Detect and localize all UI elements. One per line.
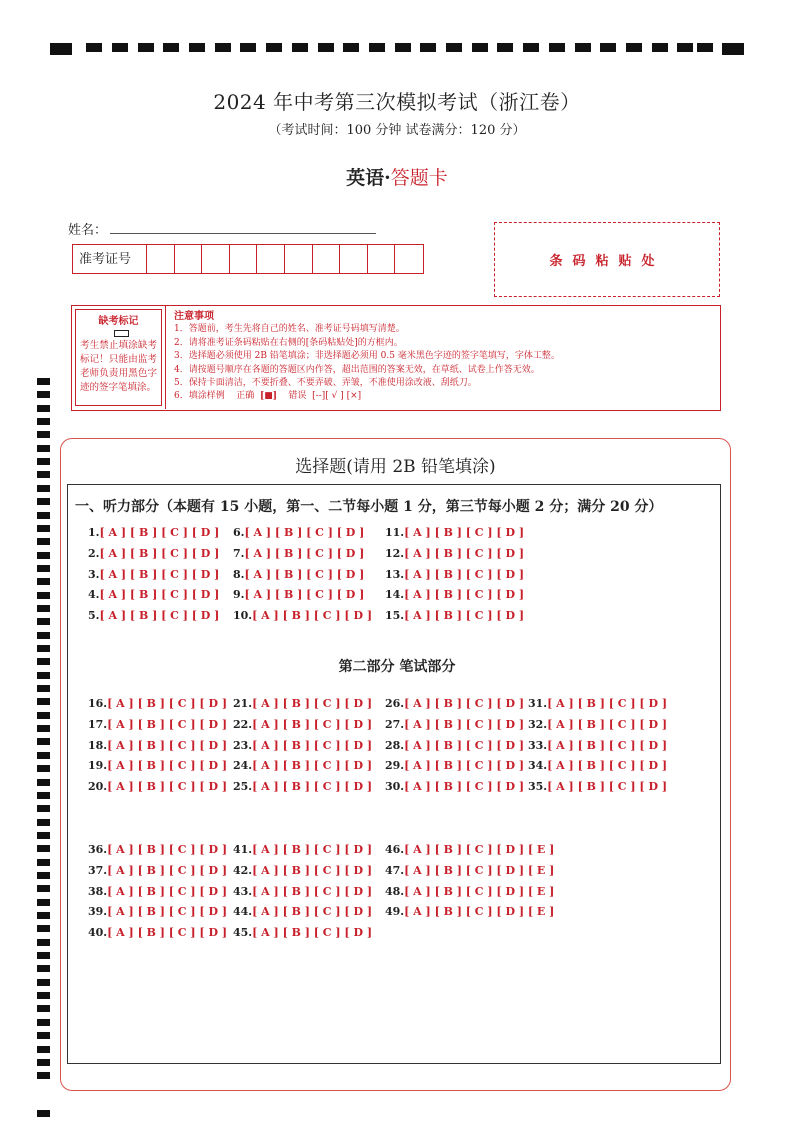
top-timing-marks [50,43,746,55]
wrong-label: 错误 [288,391,307,402]
timing-mark [37,565,50,572]
timing-mark [37,738,50,745]
answer-options[interactable]: [ A ] [ B ] [ C ] [ D ] [404,697,525,710]
question-number: 44. [233,905,253,919]
timing-mark [600,43,616,52]
question-number: 18. [88,738,108,752]
question-number: 6. [233,526,245,539]
ticket-digit-cell[interactable] [202,245,230,273]
absent-checkbox[interactable] [114,330,129,337]
question-number: 21. [233,697,253,710]
question-number: 20. [88,780,108,794]
question-row[interactable] [528,739,667,752]
answer-options[interactable]: [ A ] [ B ] [ C ] [ D ] [252,697,373,710]
answer-options[interactable]: [ A ] [ B ] [ C ] [ D ] [99,609,220,623]
timing-mark [37,899,50,906]
question-row[interactable] [233,697,372,710]
ticket-digit-cell[interactable] [313,245,341,273]
timing-mark [37,952,50,959]
question-row[interactable] [233,843,372,856]
absent-instructions: 考生禁止填涂缺考标记！只能由监考老师负责用黑色字迹的签字笔填涂。 [80,340,157,393]
card-label: 答题卡 [390,167,448,189]
answer-options[interactable]: [ A ] [ B ] [ C ] [ D ] [547,738,668,752]
timing-mark [722,43,744,55]
timing-mark [37,1019,50,1026]
timing-mark [37,418,50,425]
timing-mark [37,779,50,786]
question-row[interactable] [88,568,219,581]
timing-mark [37,725,50,732]
question-number: 1. [88,526,100,539]
question-row[interactable] [233,864,372,877]
answer-options[interactable]: [ A ] [ B ] [ C ] [ D ] [252,884,373,898]
answer-options[interactable]: [ A ] [ B ] [ C ] [ D ] [252,905,373,919]
answer-options[interactable]: [ A ] [ B ] [ C ] [ D ] [547,759,668,773]
answer-options[interactable]: [ A ] [ B ] [ C ] [ D ] [252,843,373,856]
timing-mark [395,43,411,52]
answer-options[interactable]: [ A ] [ B ] [ C ] [ D ] [244,526,365,539]
timing-mark [37,752,50,759]
timing-mark [420,43,436,52]
question-number: 5. [88,609,100,623]
answer-options[interactable]: [ A ] [ B ] [ C ] [ D ] [404,609,525,623]
notice-item: 4．请按题号顺序在各题的答题区内作答，超出范围的答案无效，在草纸、试卷上作答无效。 [174,364,540,375]
question-number: 46. [385,843,405,856]
answer-options[interactable]: [ A ] [ B ] [ C ] [ D ] [99,567,220,581]
timing-mark [266,43,282,52]
answer-options[interactable]: [ A ] [ B ] [ C ] [ D ] [252,717,373,731]
ticket-number-label: 准考证号 [73,245,147,273]
timing-mark [37,471,50,478]
question-row[interactable] [88,718,227,731]
question-row[interactable] [88,697,227,710]
question-number: 9. [233,588,245,602]
question-row[interactable] [385,905,554,918]
answer-options[interactable]: [ A ] [ B ] [ C ] [ D ] [99,546,220,560]
timing-mark [697,43,713,52]
timing-mark [37,552,50,559]
question-number: 43. [233,884,253,898]
timing-mark [369,43,385,52]
notice-title: 注意事项 [174,311,214,322]
card-subject: 英语· [346,167,391,189]
timing-mark [37,538,50,545]
question-row[interactable] [385,609,524,622]
sample-label: 6．填涂样例 [174,391,225,402]
question-row[interactable] [88,905,227,918]
question-number: 13. [385,567,405,581]
timing-mark [37,445,50,452]
answer-options[interactable]: [ A ] [ B ] [ C ] [ D ] [107,717,228,731]
question-row[interactable] [233,926,372,939]
timing-mark [37,592,50,599]
timing-mark [677,43,693,52]
answer-options[interactable]: [ A ] [ B ] [ C ] [ D ] [ E ] [404,863,555,877]
answer-options[interactable]: [ A ] [ B ] [ C ] [ D ] [99,588,220,602]
timing-mark [37,578,50,585]
question-number: 12. [385,546,405,560]
notice-box [71,305,721,411]
question-row[interactable] [233,526,364,539]
question-row[interactable] [233,759,372,772]
left-timing-marks [37,378,51,1118]
question-number: 22. [233,717,253,731]
timing-mark [318,43,334,52]
question-number: 15. [385,609,405,623]
answer-options[interactable]: [ A ] [ B ] [ C ] [ D ] [404,526,525,539]
question-row[interactable] [88,588,219,601]
question-row[interactable] [88,547,219,560]
exam-info: （考试时间：100 分钟 试卷满分：120 分） [268,123,526,138]
question-row[interactable] [88,739,227,752]
question-row[interactable] [233,609,372,622]
question-row[interactable] [385,568,524,581]
question-row[interactable] [233,547,364,560]
timing-mark [37,498,50,505]
question-number: 17. [88,717,108,731]
correct-label: 正确 [236,391,255,402]
answer-options[interactable]: [ A ] [ B ] [ C ] [ D ] [244,546,365,560]
timing-mark [240,43,256,52]
timing-mark [37,965,50,972]
question-row[interactable] [528,697,667,710]
listening-heading: 一、听力部分（本题有 15 小题，第一、二节每小题 1 分，第三节每小题 2 分；满分 20 分） [75,499,663,515]
answer-options[interactable]: [ A ] [ B ] [ C ] [ D ] [107,780,228,794]
timing-mark [37,698,50,705]
answer-options[interactable]: [ A ] [ B ] [ C ] [ D ] [404,780,525,794]
question-row[interactable] [385,697,524,710]
timing-mark [37,712,50,719]
question-number: 25. [233,780,253,794]
question-number: 39. [88,905,108,919]
answer-options[interactable]: [ A ] [ B ] [ C ] [ D ] [404,546,525,560]
timing-mark [37,1072,50,1079]
answer-options[interactable]: [ A ] [ B ] [ C ] [ D ] [ E ] [404,884,555,898]
timing-mark [215,43,231,52]
question-row[interactable] [385,864,554,877]
question-number: 37. [88,863,108,877]
timing-mark [37,1046,50,1053]
question-row[interactable] [233,905,372,918]
name-label: 姓名： [68,223,108,238]
timing-mark [50,43,72,55]
question-row[interactable] [385,588,524,601]
question-number: 32. [528,717,548,731]
timing-mark [37,979,50,986]
answer-options[interactable]: [ A ] [ B ] [ C ] [ D ] [107,863,228,877]
answer-options[interactable]: [ A ] [ B ] [ C ] [ D ] [404,738,525,752]
question-number: 26. [385,697,405,710]
timing-mark [523,43,539,52]
question-number: 4. [88,588,100,602]
timing-mark [37,512,50,519]
answer-options[interactable]: [ A ] [ B ] [ C ] [ D ] [404,759,525,773]
question-number: 3. [88,567,100,581]
question-row[interactable] [528,780,667,793]
ticket-digit-cell[interactable] [285,245,313,273]
question-row[interactable] [88,926,227,939]
absent-title: 缺考标记 [98,316,139,327]
question-number: 2. [88,546,100,560]
ticket-digit-cell[interactable] [175,245,203,273]
timing-mark [37,925,50,932]
timing-mark [472,43,488,52]
timing-mark [189,43,205,52]
question-row[interactable] [88,609,219,622]
question-number: 24. [233,759,253,773]
question-row[interactable] [88,759,227,772]
answer-options[interactable]: [ A ] [ B ] [ C ] [ D ] [107,884,228,898]
answer-options[interactable]: [ A ] [ B ] [ C ] [ D ] [107,738,228,752]
question-row[interactable] [233,885,372,898]
question-number: 42. [233,863,253,877]
notice-item: 1．答题前，考生先将自己的姓名、准考证号码填写清楚。 [174,324,405,335]
question-row[interactable] [233,739,372,752]
timing-mark [37,832,50,839]
question-row[interactable] [385,547,524,560]
notice-item: 5．保持卡面清洁，不要折叠、不要弄破、弄皱，不准使用涂改液、刮纸刀。 [174,378,477,389]
answer-options[interactable]: [ A ] [ B ] [ C ] [ D ] [547,780,668,794]
question-number: 28. [385,738,405,752]
question-number: 19. [88,759,108,773]
question-number: 14. [385,588,405,602]
timing-mark [37,1032,50,1039]
question-row[interactable] [528,759,667,772]
question-number: 23. [233,738,253,752]
question-number: 45. [233,926,253,940]
question-row[interactable] [385,885,554,898]
question-row[interactable] [385,759,524,772]
answer-options[interactable]: [ A ] [ B ] [ C ] [ D ] [547,697,668,710]
timing-mark [163,43,179,52]
question-number: 30. [385,780,405,794]
timing-mark [37,458,50,465]
question-number: 48. [385,884,405,898]
answer-options[interactable]: [ A ] [ B ] [ C ] [ D ] [107,843,228,856]
timing-mark [138,43,154,52]
question-number: 11. [385,526,405,539]
absent-mark-box [72,306,166,409]
timing-mark [343,43,359,52]
question-number: 47. [385,863,405,877]
answer-options[interactable]: [ A ] [ B ] [ C ] [ D ] [107,697,228,710]
timing-mark [37,431,50,438]
answer-options[interactable]: [ A ] [ B ] [ C ] [ D ] [107,926,228,940]
question-row[interactable] [88,780,227,793]
question-number: 10. [233,609,253,623]
ticket-digit-cell[interactable] [230,245,258,273]
ticket-digit-cell[interactable] [257,245,285,273]
question-number: 40. [88,926,108,940]
timing-mark [37,805,50,812]
ticket-digit-cell[interactable] [395,245,423,273]
answer-options[interactable]: [ A ] [ B ] [ C ] [ D ] [252,780,373,794]
timing-mark [292,43,308,52]
question-number: 7. [233,546,245,560]
question-row[interactable] [528,718,667,731]
question-number: 35. [528,780,548,794]
answer-options[interactable]: [ A ] [ B ] [ C ] [ D ] [107,905,228,919]
timing-mark [37,405,50,412]
correct-mark: [■] [259,391,277,402]
answer-options[interactable]: [ A ] [ B ] [ C ] [ D ] [252,738,373,752]
answer-options[interactable]: [ A ] [ B ] [ C ] [ D ] [252,863,373,877]
notice-item: 3．选择题必须使用 2B 铅笔填涂；非选择题必须用 0.5 毫米黑色字迹的签字笔填写，字体工整。 [174,351,560,362]
timing-mark [626,43,642,52]
question-row[interactable] [233,568,364,581]
notice-item: 2．请将准考证条码粘贴在右侧的[条码粘贴处]的方框内。 [174,337,403,348]
timing-mark [37,485,50,492]
timing-mark [37,605,50,612]
answer-options[interactable]: [ A ] [ B ] [ C ] [ D ] [404,588,525,602]
answer-options[interactable]: [ A ] [ B ] [ C ] [ D ] [ E ] [404,905,555,919]
timing-mark [37,885,50,892]
timing-mark [37,391,50,398]
timing-mark [37,765,50,772]
question-number: 29. [385,759,405,773]
timing-mark [497,43,513,52]
ticket-number-grid [72,244,424,274]
timing-mark [37,685,50,692]
question-row[interactable] [88,843,227,856]
timing-mark [37,872,50,879]
page-title: 2024 年中考第三次模拟考试（浙江卷） [213,90,581,114]
notice-item-sample [174,390,714,403]
answer-options[interactable]: [ A ] [ B ] [ C ] [ D ] [244,567,365,581]
question-row[interactable] [88,864,227,877]
timing-mark [37,792,50,799]
answer-options[interactable]: [ A ] [ B ] [ C ] [ D ] [547,717,668,731]
question-row[interactable] [233,588,364,601]
timing-mark [37,912,50,919]
answer-options[interactable]: [ A ] [ B ] [ C ] [ D ] [244,588,365,602]
answer-options[interactable]: [ A ] [ B ] [ C ] [ D ] [252,759,373,773]
timing-mark [549,43,565,52]
timing-mark [37,1059,50,1066]
question-number: 8. [233,567,245,581]
question-number: 41. [233,843,253,856]
answer-options[interactable]: [ A ] [ B ] [ C ] [ D ] [99,526,220,539]
timing-mark [652,43,668,52]
answer-options[interactable]: [ A ] [ B ] [ C ] [ D ] [107,759,228,773]
timing-mark [37,819,50,826]
timing-mark [37,939,50,946]
timing-mark [86,43,102,52]
name-field[interactable] [110,233,376,234]
card-title [0,163,794,190]
question-number: 49. [385,905,405,919]
timing-mark [37,1005,50,1012]
written-heading: 第二部分 笔试部分 [338,659,456,675]
question-row[interactable] [88,885,227,898]
question-number: 36. [88,843,108,856]
ticket-digit-cell[interactable] [340,245,368,273]
question-number: 31. [528,697,548,710]
question-row[interactable] [385,843,554,856]
ticket-digit-cell[interactable] [147,245,175,273]
question-row[interactable] [385,526,524,539]
timing-mark [37,378,50,385]
question-row[interactable] [385,718,524,731]
timing-mark [37,1110,50,1117]
answer-options[interactable]: [ A ] [ B ] [ C ] [ D ] [404,567,525,581]
question-number: 27. [385,717,405,731]
question-row[interactable] [385,739,524,752]
timing-mark [37,992,50,999]
choice-section-title: 选择题(请用 2B 铅笔填涂) [295,457,496,477]
answer-options[interactable]: [ A ] [ B ] [ C ] [ D ] [404,717,525,731]
timing-mark [37,525,50,532]
question-row[interactable] [385,780,524,793]
ticket-digit-cell[interactable] [368,245,396,273]
timing-mark [575,43,591,52]
question-number: 33. [528,738,548,752]
timing-mark [37,632,50,639]
timing-mark [37,618,50,625]
question-number: 34. [528,759,548,773]
question-row[interactable] [88,526,219,539]
notice-list [174,310,714,404]
question-number: 38. [88,884,108,898]
answer-options[interactable]: [ A ] [ B ] [ C ] [ D ] [ E ] [404,843,555,856]
answer-options[interactable]: [ A ] [ B ] [ C ] [ D ] [252,926,373,940]
timing-mark [37,859,50,866]
question-row[interactable] [233,780,372,793]
question-row[interactable] [233,718,372,731]
wrong-marks: [--][ √ ] [×] [312,391,362,402]
question-number: 16. [88,697,108,710]
timing-mark [446,43,462,52]
barcode-area[interactable]: 条码粘贴处 [494,222,720,297]
timing-mark [37,645,50,652]
answer-options[interactable]: [ A ] [ B ] [ C ] [ D ] [252,609,373,623]
timing-mark [112,43,128,52]
timing-mark [37,845,50,852]
